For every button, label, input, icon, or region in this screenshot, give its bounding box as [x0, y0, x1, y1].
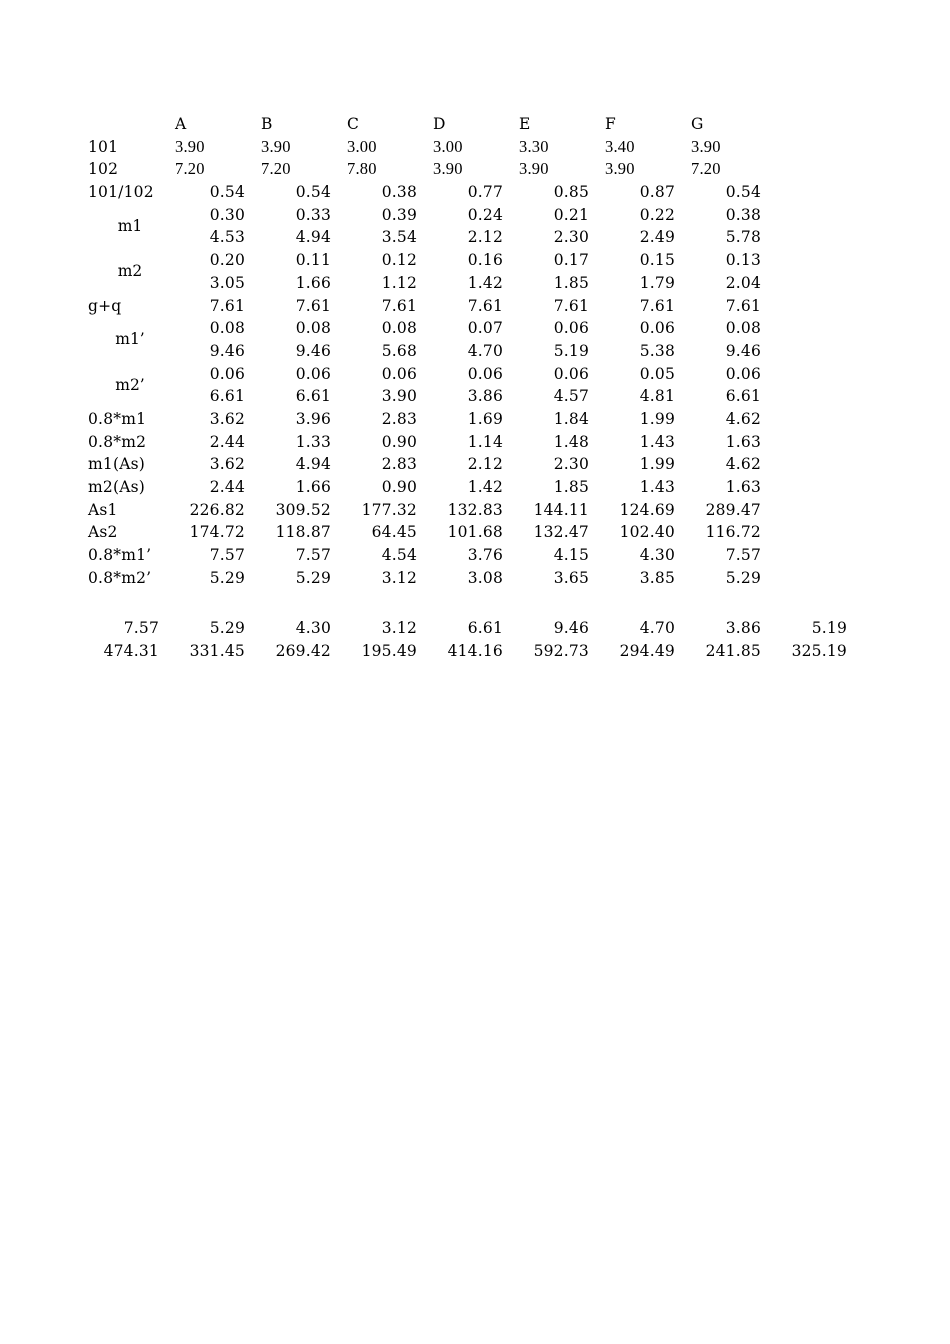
cell: 0.06 [295, 364, 331, 383]
cell: 289.47 [705, 500, 761, 519]
cell: 3.96 [295, 410, 331, 428]
cell: 102.40 [619, 523, 675, 542]
cell: 0.06 [553, 319, 589, 338]
column-header-e: E [519, 115, 531, 133]
cell: 2.12 [467, 455, 503, 474]
cell: 0.07 [467, 319, 503, 338]
cell: 9.46 [553, 619, 589, 637]
cell: 4.70 [467, 341, 503, 360]
cell: 0.54 [295, 183, 331, 202]
cell: 7.20 [175, 159, 205, 179]
cell: 3.00 [433, 136, 463, 156]
row-label: m1 [117, 216, 143, 235]
cell: 414.16 [447, 641, 503, 660]
cell: 5.29 [209, 619, 245, 637]
cell: 3.12 [381, 619, 417, 637]
cell: 6.61 [209, 387, 245, 406]
cell: 0.08 [381, 319, 417, 338]
row-label: m1’ [115, 330, 145, 349]
cell: 7.57 [123, 619, 159, 637]
cell: 1.33 [295, 432, 331, 451]
cell: 3.90 [261, 136, 291, 156]
cell: 7.61 [639, 296, 675, 315]
cell: 5.29 [209, 568, 245, 587]
cell: 0.08 [295, 319, 331, 338]
cell: 6.61 [467, 619, 503, 637]
cell: 5.29 [295, 568, 331, 587]
cell: 0.85 [553, 183, 589, 202]
cell: 0.06 [725, 364, 761, 383]
cell: 2.30 [553, 228, 589, 247]
cell: 7.20 [691, 159, 721, 179]
cell: 0.08 [209, 319, 245, 338]
cell: 0.24 [467, 205, 503, 224]
cell: 3.85 [639, 568, 675, 587]
cell: 1.12 [381, 273, 417, 292]
cell: 0.06 [467, 364, 503, 383]
cell: 592.73 [533, 641, 589, 660]
cell: 0.90 [381, 432, 417, 451]
cell: 0.16 [467, 251, 503, 270]
cell: 9.46 [725, 341, 761, 360]
cell: 0.08 [725, 319, 761, 338]
row-label: g+q [88, 296, 122, 315]
cell: 294.49 [619, 641, 675, 660]
cell: 0.30 [209, 205, 245, 224]
cell: 2.83 [381, 410, 417, 428]
cell: 4.81 [639, 387, 675, 406]
cell: 309.52 [275, 500, 331, 519]
cell: 1.42 [467, 478, 503, 497]
row-label: 0.8*m1 [88, 410, 147, 428]
cell: 7.61 [725, 296, 761, 315]
cell: 5.78 [725, 228, 761, 247]
cell: 241.85 [705, 641, 761, 660]
cell: 3.86 [725, 619, 761, 637]
cell: 3.12 [381, 568, 417, 587]
cell: 2.30 [553, 455, 589, 474]
cell: 1.48 [553, 432, 589, 451]
cell: 132.47 [533, 523, 589, 542]
cell: 0.21 [553, 205, 589, 224]
cell: 3.40 [605, 136, 635, 156]
cell: 1.79 [639, 273, 675, 292]
cell: 5.68 [381, 341, 417, 360]
cell: 3.08 [467, 568, 503, 587]
cell: 3.90 [381, 387, 417, 406]
cell: 0.15 [639, 251, 675, 270]
cell: 3.90 [519, 159, 549, 179]
cell: 1.43 [639, 432, 675, 451]
cell: 0.54 [725, 183, 761, 202]
cell: 1.84 [553, 410, 589, 428]
cell: 9.46 [295, 341, 331, 360]
cell: 3.00 [347, 136, 377, 156]
cell: 7.20 [261, 159, 291, 179]
cell: 0.22 [639, 205, 675, 224]
cell: 474.31 [103, 641, 159, 660]
cell: 0.12 [381, 251, 417, 270]
cell: 124.69 [619, 500, 675, 519]
cell: 1.99 [639, 410, 675, 428]
cell: 174.72 [189, 523, 245, 542]
cell: 9.46 [209, 341, 245, 360]
cell: 1.42 [467, 273, 503, 292]
cell: 3.90 [605, 159, 635, 179]
cell: 144.11 [533, 500, 589, 519]
column-header-a: A [175, 115, 187, 133]
cell: 1.99 [639, 455, 675, 474]
cell: 5.38 [639, 341, 675, 360]
row-label: m2 [117, 262, 143, 281]
cell: 4.94 [295, 455, 331, 474]
cell: 4.94 [295, 228, 331, 247]
cell: 3.90 [175, 136, 205, 156]
cell: 5.19 [553, 341, 589, 360]
cell: 4.62 [725, 455, 761, 474]
cell: 0.06 [381, 364, 417, 383]
cell: 1.43 [639, 478, 675, 497]
cell: 7.57 [209, 546, 245, 565]
cell: 4.62 [725, 410, 761, 428]
cell: 4.57 [553, 387, 589, 406]
cell: 4.70 [639, 619, 675, 637]
cell: 2.49 [639, 228, 675, 247]
cell: 5.19 [811, 619, 847, 637]
cell: 0.54 [209, 183, 245, 202]
cell: 6.61 [295, 387, 331, 406]
cell: 2.04 [725, 273, 761, 292]
cell: 2.44 [209, 432, 245, 451]
cell: 6.61 [725, 387, 761, 406]
cell: 1.69 [467, 410, 503, 428]
cell: 1.63 [725, 432, 761, 451]
column-header-g: G [691, 115, 704, 133]
cell: 4.30 [295, 619, 331, 637]
cell: 0.39 [381, 205, 417, 224]
cell: 0.87 [639, 183, 675, 202]
cell: 7.61 [381, 296, 417, 315]
cell: 0.13 [725, 251, 761, 270]
row-label: m2(As) [88, 478, 146, 497]
cell: 7.61 [553, 296, 589, 315]
cell: 4.15 [553, 546, 589, 565]
cell: 132.83 [447, 500, 503, 519]
row-label: 101 [88, 137, 119, 156]
cell: 0.17 [553, 251, 589, 270]
cell: 331.45 [189, 641, 245, 660]
cell: 0.06 [209, 364, 245, 383]
cell: 2.44 [209, 478, 245, 497]
cell: 1.85 [553, 478, 589, 497]
cell: 226.82 [189, 500, 245, 519]
cell: 0.20 [209, 251, 245, 270]
cell: 0.38 [381, 183, 417, 202]
cell: 7.61 [295, 296, 331, 315]
cell: 4.54 [381, 546, 417, 565]
cell: 3.76 [467, 546, 503, 565]
row-label: 101/102 [88, 183, 154, 202]
cell: 2.12 [467, 228, 503, 247]
cell: 7.61 [209, 296, 245, 315]
row-label: 0.8*m2 [88, 432, 147, 451]
cell: 0.06 [639, 319, 675, 338]
row-label: 0.8*m2’ [88, 568, 152, 587]
row-label: As2 [88, 523, 118, 542]
cell: 0.38 [725, 205, 761, 224]
cell: 3.62 [209, 410, 245, 428]
cell: 7.57 [725, 546, 761, 565]
row-label: m1(As) [88, 455, 146, 474]
cell: 1.85 [553, 273, 589, 292]
cell: 3.62 [209, 455, 245, 474]
cell: 0.77 [467, 183, 503, 202]
cell: 1.66 [295, 478, 331, 497]
row-label: 0.8*m1’ [88, 546, 152, 565]
column-header-b: B [261, 115, 273, 133]
cell: 0.33 [295, 205, 331, 224]
cell: 118.87 [275, 523, 331, 542]
cell: 4.30 [639, 546, 675, 565]
cell: 3.05 [209, 273, 245, 292]
cell: 7.57 [295, 546, 331, 565]
cell: 177.32 [361, 500, 417, 519]
cell: 116.72 [705, 523, 761, 542]
row-label: As1 [88, 500, 118, 519]
cell: 101.68 [447, 523, 503, 542]
cell: 0.11 [295, 251, 331, 270]
cell: 1.14 [467, 432, 503, 451]
cell: 5.29 [725, 568, 761, 587]
cell: 1.63 [725, 478, 761, 497]
cell: 4.53 [209, 228, 245, 247]
row-label: 102 [88, 160, 119, 179]
cell: 325.19 [791, 641, 847, 660]
cell: 0.05 [639, 364, 675, 383]
column-header-c: C [347, 115, 360, 133]
cell: 3.90 [691, 136, 721, 156]
cell: 7.80 [347, 159, 377, 179]
cell: 3.54 [381, 228, 417, 247]
cell: 0.90 [381, 478, 417, 497]
cell: 1.66 [295, 273, 331, 292]
cell: 3.65 [553, 568, 589, 587]
cell: 3.30 [519, 136, 549, 156]
cell: 2.83 [381, 455, 417, 474]
cell: 0.06 [553, 364, 589, 383]
cell: 7.61 [467, 296, 503, 315]
cell: 195.49 [361, 641, 417, 660]
cell: 3.90 [433, 159, 463, 179]
column-header-d: D [433, 115, 446, 133]
cell: 269.42 [275, 641, 331, 660]
cell: 64.45 [371, 523, 417, 542]
column-header-f: F [605, 115, 616, 133]
cell: 3.86 [467, 387, 503, 406]
row-label: m2’ [115, 375, 145, 394]
